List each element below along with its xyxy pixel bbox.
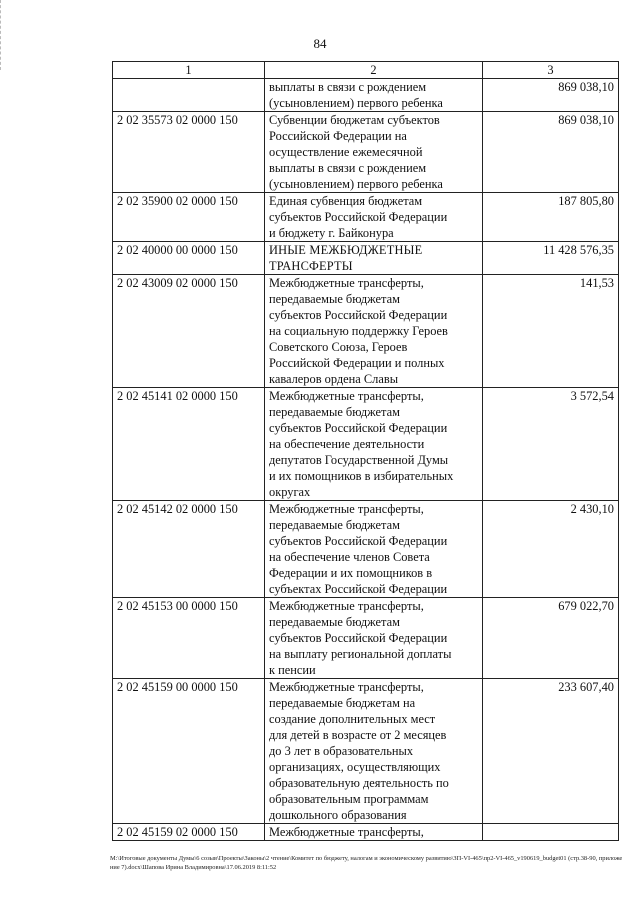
row-code-cell: 2 02 45159 02 0000 150 xyxy=(113,824,265,841)
file-path-footer: M:\Итоговые документы Думы\6 созыв\Проекты\Законы\2 чтение\Комитет по бюджету, налогам и экономическому развитию\ЗП-VI-465\пр2-VI-465_v190619_budget01 (стр.38-90, приложение 7).docx\Шапова Ирина Владимировна\17.06.2019 8:11:52 xyxy=(110,855,623,871)
description-line: передаваемые бюджетам xyxy=(269,405,400,419)
table-body xyxy=(113,79,619,841)
description-line: ИНЫЕ МЕЖБЮДЖЕТНЫЕ xyxy=(269,243,423,257)
row-code-cell: 2 02 43009 02 0000 150 xyxy=(113,275,265,388)
description-line: организациях, осуществляющих xyxy=(269,760,441,774)
page-edge-mark xyxy=(0,0,3,70)
description-line: Межбюджетные трансферты, xyxy=(269,276,424,290)
description-line: Единая субвенция бюджетам xyxy=(269,194,423,208)
description-line: кавалеров ордена Славы xyxy=(269,372,399,386)
description-line: передаваемые бюджетам xyxy=(269,518,400,532)
description-line: субъектах Российской Федерации xyxy=(269,582,448,596)
description-line: к пенсии xyxy=(269,663,316,677)
description-line: на социальную поддержку Героев xyxy=(269,324,448,338)
table-row xyxy=(113,242,619,275)
row-description-cell xyxy=(265,242,483,275)
row-code-cell: 2 02 35900 02 0000 150 xyxy=(113,193,265,242)
row-amount-cell xyxy=(483,824,619,841)
description-line: субъектов Российской Федерации xyxy=(269,308,448,322)
row-description-cell xyxy=(265,112,483,193)
description-line: (усыновлением) первого ребенка xyxy=(269,177,443,191)
table-row xyxy=(113,388,619,501)
column-header-code: 1 xyxy=(113,62,265,79)
description-line: Советского Союза, Героев xyxy=(269,340,408,354)
row-code-cell: 2 02 45142 02 0000 150 xyxy=(113,501,265,598)
description-line: субъектов Российской Федерации xyxy=(269,631,448,645)
description-line: округах xyxy=(269,485,311,499)
row-code-cell: 2 02 35573 02 0000 150 xyxy=(113,112,265,193)
row-amount-cell: 233 607,40 xyxy=(483,679,619,824)
description-line: осуществление ежемесячной xyxy=(269,145,423,159)
page-number: 84 xyxy=(313,36,327,51)
description-line: Российской Федерации и полных xyxy=(269,356,445,370)
description-line: ТРАНСФЕРТЫ xyxy=(269,259,353,273)
description-line: Межбюджетные трансферты, xyxy=(269,389,424,403)
description-line: создание дополнительных мест xyxy=(269,712,436,726)
description-line: Российской Федерации на xyxy=(269,129,407,143)
description-line: дошкольного образования xyxy=(269,808,407,822)
description-line: Межбюджетные трансферты, xyxy=(269,599,424,613)
description-line: депутатов Государственной Думы xyxy=(269,453,449,467)
description-line: Межбюджетные трансферты, xyxy=(269,502,424,516)
description-line: субъектов Российской Федерации xyxy=(269,421,448,435)
description-line: и бюджету г. Байконура xyxy=(269,226,394,240)
description-line: Межбюджетные трансферты, xyxy=(269,825,424,839)
description-line: передаваемые бюджетам на xyxy=(269,696,416,710)
description-line: передаваемые бюджетам xyxy=(269,615,400,629)
description-line: Межбюджетные трансферты, xyxy=(269,680,424,694)
row-amount-cell: 3 572,54 xyxy=(483,388,619,501)
description-line: образовательную деятельность по xyxy=(269,776,449,790)
description-line: субъектов Российской Федерации xyxy=(269,534,448,548)
row-code-cell: 2 02 45141 02 0000 150 xyxy=(113,388,265,501)
budget-table xyxy=(112,61,619,841)
row-description-cell xyxy=(265,501,483,598)
row-amount-cell: 2 430,10 xyxy=(483,501,619,598)
table-row xyxy=(113,79,619,112)
table-row xyxy=(113,112,619,193)
row-amount-cell: 141,53 xyxy=(483,275,619,388)
row-amount-cell: 679 022,70 xyxy=(483,598,619,679)
row-description-cell xyxy=(265,275,483,388)
row-description-cell xyxy=(265,79,483,112)
row-amount-cell: 11 428 576,35 xyxy=(483,242,619,275)
description-line: на обеспечение членов Совета xyxy=(269,550,430,564)
description-line: образовательным программам xyxy=(269,792,429,806)
row-code-cell: 2 02 40000 00 0000 150 xyxy=(113,242,265,275)
row-code-cell: 2 02 45153 00 0000 150 xyxy=(113,598,265,679)
description-line: для детей в возрасте от 2 месяцев xyxy=(269,728,447,742)
description-line: и их помощников в избирательных xyxy=(269,469,454,483)
description-line: на выплату региональной доплаты xyxy=(269,647,452,661)
table-row xyxy=(113,501,619,598)
description-line: до 3 лет в образовательных xyxy=(269,744,414,758)
row-description-cell xyxy=(265,193,483,242)
table-row xyxy=(113,598,619,679)
row-amount-cell: 187 805,80 xyxy=(483,193,619,242)
row-description-cell xyxy=(265,388,483,501)
table-row xyxy=(113,275,619,388)
row-code-cell xyxy=(113,79,265,112)
row-description-cell xyxy=(265,824,483,841)
column-header-amount: 3 xyxy=(483,62,619,79)
description-line: выплаты в связи с рождением xyxy=(269,80,427,94)
description-line: субъектов Российской Федерации xyxy=(269,210,448,224)
description-line: выплаты в связи с рождением xyxy=(269,161,427,175)
table-row xyxy=(113,193,619,242)
row-amount-cell: 869 038,10 xyxy=(483,112,619,193)
row-description-cell xyxy=(265,679,483,824)
description-line: (усыновлением) первого ребенка xyxy=(269,96,443,110)
description-line: Федерации и их помощников в xyxy=(269,566,433,580)
row-amount-cell: 869 038,10 xyxy=(483,79,619,112)
description-line: передаваемые бюджетам xyxy=(269,292,400,306)
description-line: Субвенции бюджетам субъектов xyxy=(269,113,440,127)
table-row xyxy=(113,824,619,841)
table-row xyxy=(113,679,619,824)
row-description-cell xyxy=(265,598,483,679)
table-header-row xyxy=(113,62,619,79)
column-header-description: 2 xyxy=(265,62,483,79)
row-code-cell: 2 02 45159 00 0000 150 xyxy=(113,679,265,824)
description-line: на обеспечение деятельности xyxy=(269,437,425,451)
